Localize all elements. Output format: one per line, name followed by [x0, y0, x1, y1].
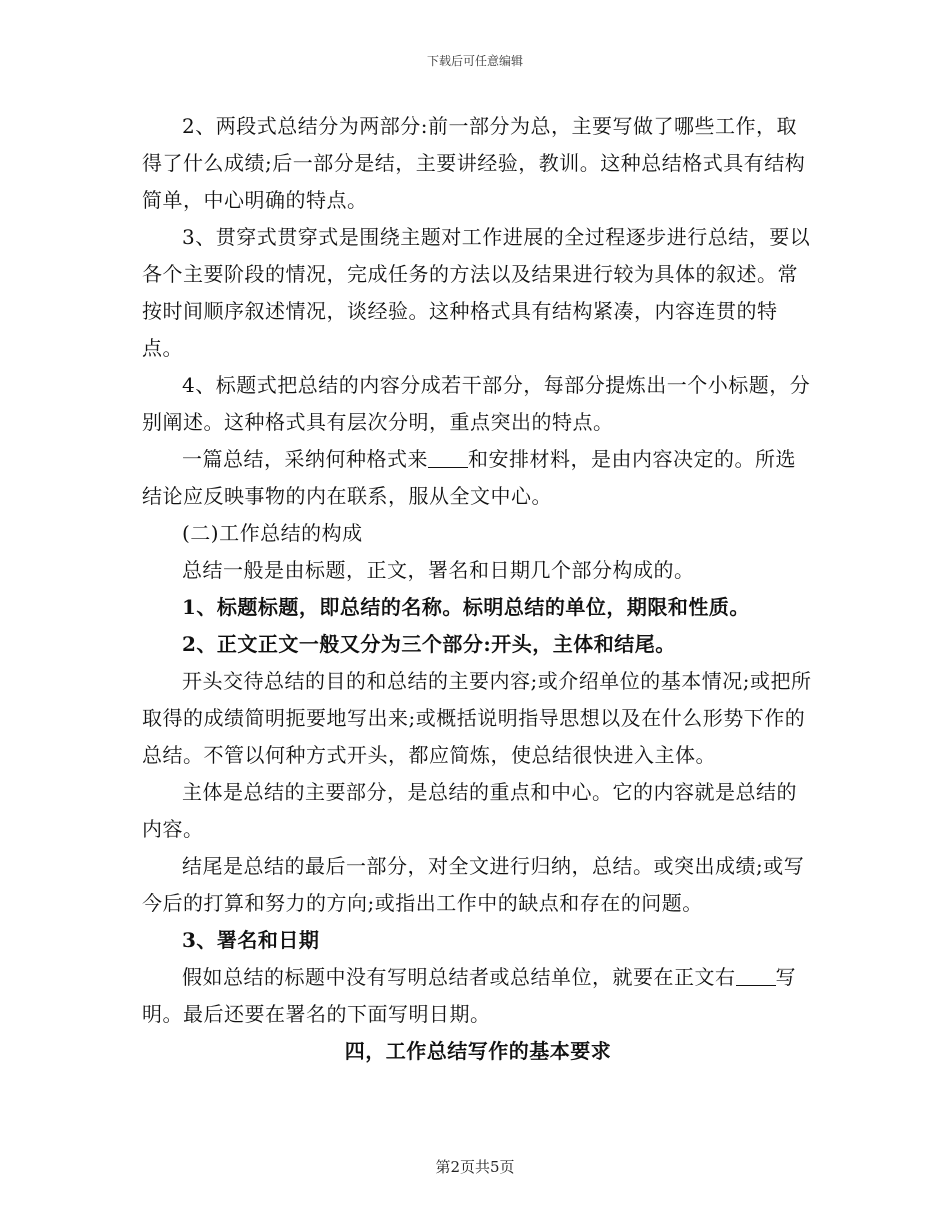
fill-blank-line-2	[736, 965, 776, 986]
paragraph-heading-format: 4、标题式把总结的内容分成若干部分，每部分提炼出一个小标题，分别阐述。这种格式具有层次分明，重点突出的特点。	[142, 373, 811, 434]
section-four-title: 四，工作总结写作的基本要求	[344, 1039, 612, 1063]
bold-item-signature-date: 3、署名和日期	[182, 928, 320, 952]
document-body	[142, 108, 814, 1070]
paragraph-main-body: 主体是总结的主要部分，是总结的重点和中心。它的内容就是总结的内容。	[142, 780, 797, 841]
paragraph-two-part-format: 2、两段式总结分为两部分:前一部分为总，主要写做了哪些工作，取得了什么成绩;后一部分是结，主要讲经验，教训。这种总结格式具有结构简单，中心明确的特点。	[142, 114, 806, 212]
paragraph-format-choice-start: 一篇总结，采纳何种格式来	[182, 447, 428, 471]
paragraph-through-format: 3、贯穿式贯穿式是围绕主题对工作进展的全过程逐步进行总结，要以各个主要阶段的情况，完成任务的方法以及结果进行较为具体的叙述。常按时间顺序叙述情况，谈经验。这种格式具有结构紧凑，内容连贯的特点。	[142, 225, 811, 360]
paragraph-signature-end: 写明。最后还要在署名的下面写明日期。	[142, 965, 796, 1026]
fill-blank-line	[428, 447, 468, 468]
paragraph-signature-start: 假如总结的标题中没有写明总结者或总结单位，就要在正文右	[182, 965, 736, 989]
paragraph-opening: 开头交待总结的目的和总结的主要内容;或介绍单位的基本情况;或把所取得的成绩简明扼要地写出来;或概括说明指导思想以及在什么形势下作的总结。不管以何种方式开头，都应简炼，使总结很快进入主体。	[142, 669, 812, 767]
bold-item-title: 1、标题标题，即总结的名称。标明总结的单位，期限和性质。	[182, 595, 750, 619]
paragraph-format-choice	[142, 441, 814, 515]
paragraph-ending: 结尾是总结的最后一部分，对全文进行归纳，总结。或突出成绩;或写今后的打算和努力的方向;或指出工作中的缺点和存在的问题。	[142, 854, 805, 915]
page-number-footer: 第2页共5页	[435, 1158, 515, 1176]
paragraph-composition-intro: 总结一般是由标题，正文，署名和日期几个部分构成的。	[182, 558, 695, 582]
paragraph-signature	[142, 959, 814, 1033]
page-header-note: 下载后可任意编辑	[426, 54, 523, 68]
heading-composition: (二)工作总结的构成	[182, 521, 363, 545]
bold-item-body-text: 2、正文正文一般又分为三个部分:开头，主体和结尾。	[182, 632, 676, 656]
paragraph-format-choice-end: 和安排材料，是由内容决定的。所选结论应反映事物的内在联系，服从全文中心。	[142, 447, 796, 508]
